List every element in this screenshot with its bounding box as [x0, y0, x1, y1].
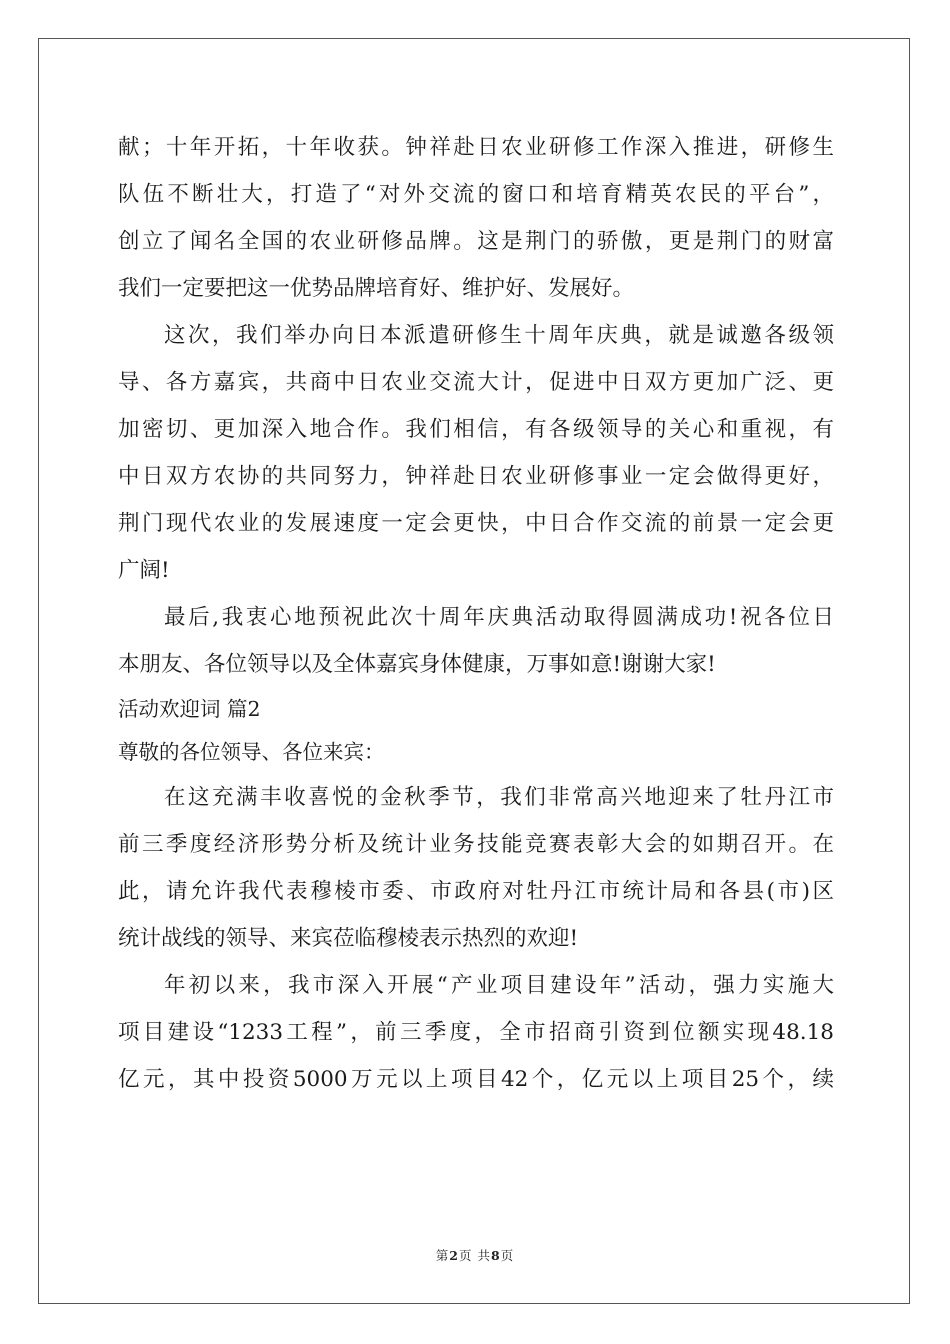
paragraph-line: 在这充满丰收喜悦的金秋季节，我们非常高兴地迎来了牡丹江市 — [164, 785, 834, 810]
footer-mid: 页 共 — [459, 1248, 491, 1263]
paragraph-line: 广阔! — [118, 558, 170, 583]
section-heading: 活动欢迎词 篇2 — [118, 697, 261, 721]
paragraph-line: 统计战线的领导、来宾莅临穆棱表示热烈的欢迎! — [118, 926, 579, 951]
paragraph-line: 前三季度经济形势分析及统计业务技能竞赛表彰大会的如期召开。在 — [118, 832, 834, 857]
paragraph-line: 亿元，其中投资5000万元以上项目42个，亿元以上项目25个，续 — [118, 1067, 834, 1092]
document-body — [118, 124, 834, 1103]
paragraph-line: 献；十年开拓，十年收获。钟祥赴日农业研修工作深入推进，研修生 — [118, 135, 834, 160]
salutation: 尊敬的各位领导、各位来宾： — [118, 740, 385, 764]
paragraph-line: 我们一定要把这一优势品牌培育好、维护好、发展好。 — [118, 276, 635, 301]
paragraph-line: 最后,我衷心地预祝此次十周年庆典活动取得圆满成功!祝各位日 — [164, 605, 834, 630]
footer-suffix: 页 — [500, 1248, 515, 1263]
paragraph-line: 这次，我们举办向日本派遣研修生十周年庆典，就是诚邀各级领 — [164, 323, 834, 348]
paragraph-line: 导、各方嘉宾，共商中日农业交流大计，促进中日双方更加广泛、更 — [118, 370, 834, 395]
paragraph-line: 加密切、更加深入地合作。我们相信，有各级领导的关心和重视，有 — [118, 417, 834, 442]
current-page-number: 2 — [449, 1248, 459, 1263]
paragraph-line: 队伍不断壮大，打造了“对外交流的窗口和培育精英农民的平台”， — [118, 182, 834, 207]
paragraph-line: 年初以来，我市深入开展“产业项目建设年”活动，强力实施大 — [164, 973, 834, 998]
total-page-count: 8 — [490, 1248, 501, 1263]
paragraph-line: 项目建设“1233工程”，前三季度，全市招商引资到位额实现48.18 — [118, 1020, 834, 1045]
paragraph-line: 创立了闻名全国的农业研修品牌。这是荆门的骄傲，更是荆门的财富 — [118, 229, 834, 254]
paragraph-line: 中日双方农协的共同努力，钟祥赴日农业研修事业一定会做得更好， — [118, 464, 834, 489]
paragraph-line: 本朋友、各位领导以及全体嘉宾身体健康，万事如意!谢谢大家! — [118, 652, 716, 677]
page-number-footer — [0, 1246, 950, 1264]
footer-prefix: 第 — [435, 1248, 450, 1263]
paragraph-line: 荆门现代农业的发展速度一定会更快，中日合作交流的前景一定会更 — [118, 511, 834, 536]
paragraph-line: 此，请允许我代表穆棱市委、市政府对牡丹江市统计局和各县(市)区 — [118, 879, 834, 904]
